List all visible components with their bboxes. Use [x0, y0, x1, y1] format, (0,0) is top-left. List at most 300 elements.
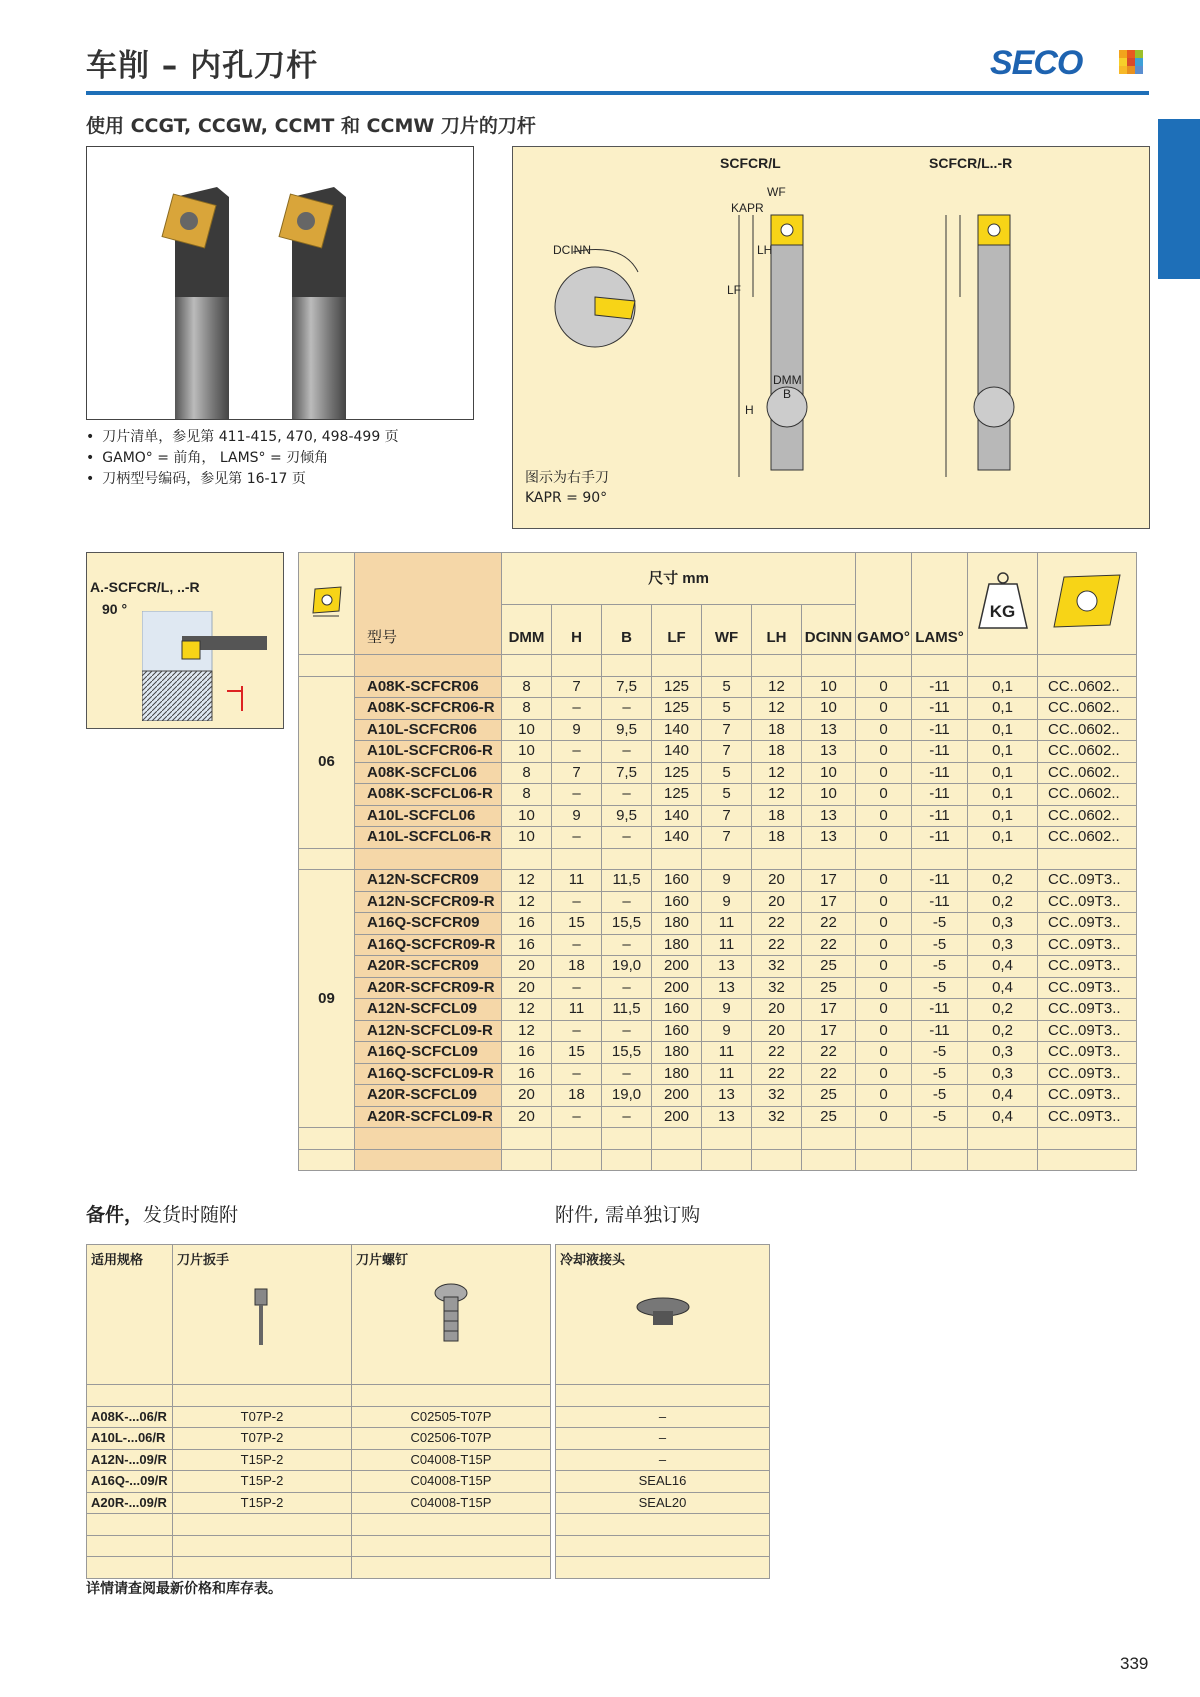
value-cell: – — [552, 1063, 602, 1085]
value-cell: 20 — [502, 956, 552, 978]
value-cell: 125 — [652, 698, 702, 720]
mini-diagram — [86, 552, 284, 729]
value-cell: 10 — [502, 741, 552, 763]
accessory-row — [556, 1492, 770, 1514]
value-cell: 180 — [652, 1042, 702, 1064]
accessory-row — [556, 1449, 770, 1471]
value-cell: 160 — [652, 870, 702, 892]
model-cell: A20R-SCFCL09-R — [355, 1106, 502, 1128]
insert-cell: CC..09T3.. — [1038, 913, 1137, 935]
value-cell: 12 — [752, 784, 802, 806]
insert-diamond-icon — [1052, 571, 1122, 631]
model-cell: A12N-SCFCL09 — [355, 999, 502, 1021]
value-cell: 17 — [802, 999, 856, 1021]
value-cell: -5 — [912, 977, 968, 999]
coolant-cell: SEAL20 — [556, 1492, 770, 1514]
screw-cell: C02506-T07P — [352, 1428, 551, 1450]
value-cell: – — [602, 977, 652, 999]
diagram-b: B — [783, 387, 792, 401]
value-cell: 11 — [702, 1042, 752, 1064]
accessory-row — [556, 1428, 770, 1450]
value-cell: 20 — [752, 870, 802, 892]
value-cell: 0,1 — [968, 719, 1038, 741]
value-cell: -11 — [912, 805, 968, 827]
value-cell: 13 — [802, 827, 856, 849]
value-cell: 19,0 — [602, 956, 652, 978]
value-cell: 22 — [802, 913, 856, 935]
value-cell: 5 — [702, 784, 752, 806]
insert-cell: CC..0602.. — [1038, 805, 1137, 827]
value-cell: 0,1 — [968, 805, 1038, 827]
note-item: • 刀柄型号编码，参见第 16-17 页 — [86, 469, 399, 490]
size-cell: A10L-...06/R — [87, 1428, 173, 1450]
screw-cell: C04008-T15P — [352, 1492, 551, 1514]
insert-cell: CC..0602.. — [1038, 827, 1137, 849]
spare-parts-table — [86, 1244, 551, 1579]
value-cell: 15 — [552, 913, 602, 935]
insert-cell: CC..09T3.. — [1038, 870, 1137, 892]
value-cell: 12 — [752, 762, 802, 784]
value-cell: 10 — [802, 784, 856, 806]
value-cell: 0 — [856, 741, 912, 763]
value-cell: 5 — [702, 698, 752, 720]
value-cell: 160 — [652, 891, 702, 913]
value-cell: 20 — [752, 999, 802, 1021]
value-cell: -5 — [912, 1063, 968, 1085]
col-wf: WF — [702, 605, 752, 655]
table-row — [299, 741, 1137, 763]
product-photo — [86, 146, 474, 420]
value-cell: 0 — [856, 891, 912, 913]
value-cell: 9 — [552, 805, 602, 827]
page-subtitle: 使用 CCGT, CCGW, CCMT 和 CCMW 刀片的刀杆 — [86, 115, 536, 137]
value-cell: -11 — [912, 1020, 968, 1042]
diagram-h: H — [745, 403, 754, 417]
value-cell: – — [552, 741, 602, 763]
value-cell: 17 — [802, 1020, 856, 1042]
insert-cell: CC..0602.. — [1038, 698, 1137, 720]
value-cell: 12 — [502, 999, 552, 1021]
value-cell: 12 — [502, 891, 552, 913]
value-cell: 125 — [652, 676, 702, 698]
size-cell: A16Q-...09/R — [87, 1471, 173, 1493]
model-cell: A10L-SCFCR06-R — [355, 741, 502, 763]
model-header-label: 型号 — [367, 629, 398, 646]
value-cell: 9 — [702, 1020, 752, 1042]
col-h: H — [552, 605, 602, 655]
note-item: • GAMO° = 前角， LAMS° = 刃倾角 — [86, 448, 399, 469]
col-lams: LAMS° — [912, 553, 968, 655]
value-cell: – — [552, 977, 602, 999]
value-cell: – — [602, 827, 652, 849]
header-rule — [86, 91, 1149, 95]
table-row — [299, 977, 1137, 999]
accessory-row — [87, 1471, 551, 1493]
value-cell: 20 — [502, 1106, 552, 1128]
value-cell: 0,1 — [968, 676, 1038, 698]
value-cell: 160 — [652, 999, 702, 1021]
value-cell: 22 — [752, 934, 802, 956]
value-cell: 0 — [856, 1042, 912, 1064]
value-cell: 0 — [856, 956, 912, 978]
value-cell: – — [602, 784, 652, 806]
value-cell: -11 — [912, 719, 968, 741]
value-cell: -5 — [912, 934, 968, 956]
value-cell: 12 — [752, 676, 802, 698]
value-cell: 8 — [502, 762, 552, 784]
value-cell: 20 — [502, 977, 552, 999]
value-cell: 7,5 — [602, 762, 652, 784]
table-row — [299, 805, 1137, 827]
value-cell: 0,3 — [968, 1042, 1038, 1064]
value-cell: -5 — [912, 1085, 968, 1107]
value-cell: 0,4 — [968, 1085, 1038, 1107]
note-item: • 刀片清单，参见第 411-415, 470, 498-499 页 — [86, 427, 399, 448]
insert-size-cell: 09 — [299, 870, 355, 1128]
torx-key-icon — [177, 1271, 347, 1361]
page-number: 339 — [1120, 1654, 1149, 1673]
model-cell: A12N-SCFCR09 — [355, 870, 502, 892]
mini-diagram-angle: 90 ° — [102, 601, 128, 617]
value-cell: 0,3 — [968, 1063, 1038, 1085]
value-cell: 9,5 — [602, 719, 652, 741]
accessory-row — [556, 1471, 770, 1493]
value-cell: 0,4 — [968, 977, 1038, 999]
table-row — [299, 1020, 1137, 1042]
value-cell: 0,1 — [968, 698, 1038, 720]
value-cell: 0,2 — [968, 1020, 1038, 1042]
diagram-dcinn: DCINN — [553, 243, 591, 257]
size-cell: A08K-...06/R — [87, 1406, 173, 1428]
value-cell: -5 — [912, 913, 968, 935]
value-cell: 0,3 — [968, 934, 1038, 956]
spare-parts-title-bold: 备件， — [86, 1204, 144, 1226]
diagram-label-scfcr: SCFCR/L — [720, 155, 781, 171]
value-cell: 13 — [802, 805, 856, 827]
table-row — [299, 913, 1137, 935]
screw-cell: C04008-T15P — [352, 1471, 551, 1493]
value-cell: 9 — [702, 870, 752, 892]
table-row — [299, 956, 1137, 978]
value-cell: 12 — [502, 1020, 552, 1042]
value-cell: – — [552, 934, 602, 956]
value-cell: 11 — [702, 934, 752, 956]
value-cell: 0 — [856, 977, 912, 999]
value-cell: 0 — [856, 1106, 912, 1128]
value-cell: 7 — [702, 719, 752, 741]
value-cell: 7 — [702, 827, 752, 849]
value-cell: 200 — [652, 977, 702, 999]
value-cell: 13 — [702, 1106, 752, 1128]
value-cell: 25 — [802, 1085, 856, 1107]
value-cell: 18 — [552, 956, 602, 978]
value-cell: – — [552, 698, 602, 720]
value-cell: -11 — [912, 870, 968, 892]
accessory-row — [87, 1492, 551, 1514]
model-cell: A12N-SCFCL09-R — [355, 1020, 502, 1042]
value-cell: -11 — [912, 999, 968, 1021]
table-row — [299, 719, 1137, 741]
value-cell: -11 — [912, 784, 968, 806]
table-row — [299, 784, 1137, 806]
size-cell: A12N-...09/R — [87, 1449, 173, 1471]
value-cell: 25 — [802, 1106, 856, 1128]
value-cell: 32 — [752, 977, 802, 999]
value-cell: 8 — [502, 676, 552, 698]
value-cell: 0 — [856, 698, 912, 720]
value-cell: 160 — [652, 1020, 702, 1042]
value-cell: – — [602, 1020, 652, 1042]
value-cell: 0,1 — [968, 827, 1038, 849]
value-cell: 22 — [752, 913, 802, 935]
model-cell: A20R-SCFCR09-R — [355, 977, 502, 999]
value-cell: 140 — [652, 827, 702, 849]
value-cell: – — [602, 934, 652, 956]
diagram-note-right-hand: 图示为右手刀 — [525, 470, 609, 486]
model-cell: A10L-SCFCL06-R — [355, 827, 502, 849]
value-cell: 15 — [552, 1042, 602, 1064]
insert-cell: CC..09T3.. — [1038, 956, 1137, 978]
value-cell: 22 — [802, 1042, 856, 1064]
section-tab-marker — [1158, 119, 1200, 279]
key-cell: T15P-2 — [173, 1471, 352, 1493]
value-cell: 12 — [502, 870, 552, 892]
insert-cell: CC..09T3.. — [1038, 977, 1137, 999]
col-coolant-connector — [556, 1245, 770, 1385]
value-cell: 140 — [652, 741, 702, 763]
value-cell: 11 — [552, 999, 602, 1021]
brand-logo-squares-icon — [1119, 50, 1143, 74]
insert-type-header — [1038, 553, 1137, 655]
value-cell: 0 — [856, 676, 912, 698]
value-cell: -5 — [912, 1042, 968, 1064]
value-cell: 0,1 — [968, 784, 1038, 806]
col-size: 适用规格 — [87, 1245, 173, 1385]
diagram-wf: WF — [767, 185, 786, 199]
col-insert-screw — [352, 1245, 551, 1385]
value-cell: 0,4 — [968, 956, 1038, 978]
coolant-seal-icon — [560, 1271, 765, 1361]
value-cell: 5 — [702, 762, 752, 784]
value-cell: 5 — [702, 676, 752, 698]
value-cell: -11 — [912, 676, 968, 698]
screw-icon — [356, 1271, 546, 1361]
value-cell: 180 — [652, 934, 702, 956]
size-cell: A20R-...09/R — [87, 1492, 173, 1514]
weight-kg-icon — [977, 570, 1029, 632]
value-cell: 18 — [552, 1085, 602, 1107]
key-cell: T15P-2 — [173, 1492, 352, 1514]
value-cell: 11 — [702, 1063, 752, 1085]
coolant-cell: – — [556, 1406, 770, 1428]
value-cell: 7 — [702, 741, 752, 763]
coolant-cell: – — [556, 1449, 770, 1471]
key-cell: T07P-2 — [173, 1428, 352, 1450]
accessory-row — [556, 1406, 770, 1428]
insert-cell: CC..09T3.. — [1038, 1085, 1137, 1107]
value-cell: 13 — [802, 719, 856, 741]
table-row — [299, 762, 1137, 784]
value-cell: -11 — [912, 891, 968, 913]
value-cell: – — [602, 891, 652, 913]
table-row — [299, 1085, 1137, 1107]
value-cell: -11 — [912, 762, 968, 784]
value-cell: 0 — [856, 913, 912, 935]
value-cell: 20 — [752, 891, 802, 913]
value-cell: 7 — [702, 805, 752, 827]
value-cell: 18 — [752, 827, 802, 849]
value-cell: – — [602, 741, 652, 763]
insert-cell: CC..0602.. — [1038, 676, 1137, 698]
value-cell: 25 — [802, 956, 856, 978]
value-cell: 0 — [856, 827, 912, 849]
value-cell: 13 — [702, 1085, 752, 1107]
value-cell: 32 — [752, 1106, 802, 1128]
model-cell: A16Q-SCFCR09 — [355, 913, 502, 935]
table-row — [299, 999, 1137, 1021]
insert-cell: CC..0602.. — [1038, 741, 1137, 763]
value-cell: 32 — [752, 1085, 802, 1107]
insert-shape-icon — [309, 585, 345, 617]
value-cell: 125 — [652, 784, 702, 806]
model-cell: A16Q-SCFCR09-R — [355, 934, 502, 956]
value-cell: 200 — [652, 956, 702, 978]
value-cell: 19,0 — [602, 1085, 652, 1107]
diagram-dmm: DMM — [773, 373, 802, 387]
value-cell: 15,5 — [602, 1042, 652, 1064]
value-cell: 180 — [652, 913, 702, 935]
value-cell: 15,5 — [602, 913, 652, 935]
footnote: 详情请查阅最新价格和库存表。 — [86, 1581, 282, 1597]
value-cell: 7 — [552, 676, 602, 698]
value-cell: 7 — [552, 762, 602, 784]
weight-header — [968, 553, 1038, 655]
value-cell: 10 — [802, 698, 856, 720]
table-row — [299, 1106, 1137, 1128]
value-cell: 8 — [502, 698, 552, 720]
value-cell: 200 — [652, 1106, 702, 1128]
model-cell: A10L-SCFCR06 — [355, 719, 502, 741]
value-cell: – — [602, 1063, 652, 1085]
value-cell: 0,2 — [968, 870, 1038, 892]
value-cell: 140 — [652, 805, 702, 827]
value-cell: 17 — [802, 891, 856, 913]
value-cell: 11,5 — [602, 999, 652, 1021]
value-cell: – — [602, 1106, 652, 1128]
value-cell: 9,5 — [602, 805, 652, 827]
mini-diagram-title: A.-SCFCR/L, ..-R — [90, 579, 200, 595]
col-insert-key — [173, 1245, 352, 1385]
value-cell: -11 — [912, 827, 968, 849]
col-lf: LF — [652, 605, 702, 655]
col-dcinn: DCINN — [802, 605, 856, 655]
value-cell: 0,1 — [968, 741, 1038, 763]
screw-cell: C04008-T15P — [352, 1449, 551, 1471]
value-cell: 0 — [856, 1085, 912, 1107]
value-cell: -5 — [912, 1106, 968, 1128]
table-row — [299, 1042, 1137, 1064]
value-cell: 0 — [856, 805, 912, 827]
insert-cell: CC..09T3.. — [1038, 1042, 1137, 1064]
col-b: B — [602, 605, 652, 655]
value-cell: 200 — [652, 1085, 702, 1107]
col-lh: LH — [752, 605, 802, 655]
value-cell: 0 — [856, 762, 912, 784]
value-cell: 0,4 — [968, 1106, 1038, 1128]
value-cell: 0 — [856, 1063, 912, 1085]
insert-cell: CC..0602.. — [1038, 719, 1137, 741]
value-cell: 10 — [502, 827, 552, 849]
model-cell: A08K-SCFCR06 — [355, 676, 502, 698]
value-cell: 0 — [856, 784, 912, 806]
insert-cell: CC..09T3.. — [1038, 1063, 1137, 1085]
insert-cell: CC..0602.. — [1038, 762, 1137, 784]
value-cell: 0 — [856, 870, 912, 892]
value-cell: 10 — [802, 676, 856, 698]
col-insert-screw-label: 刀片螺钉 — [356, 1253, 409, 1268]
value-cell: 9 — [552, 719, 602, 741]
value-cell: 180 — [652, 1063, 702, 1085]
table-row — [299, 676, 1137, 698]
value-cell: -11 — [912, 698, 968, 720]
insert-cell: CC..09T3.. — [1038, 999, 1137, 1021]
insert-cell: CC..09T3.. — [1038, 934, 1137, 956]
value-cell: 0 — [856, 1020, 912, 1042]
screw-cell: C02505-T07P — [352, 1406, 551, 1428]
value-cell: 0 — [856, 999, 912, 1021]
diagram-lh: LH — [757, 243, 773, 257]
value-cell: 12 — [752, 698, 802, 720]
model-cell: A12N-SCFCR09-R — [355, 891, 502, 913]
value-cell: 0 — [856, 934, 912, 956]
brand-logo: SECO — [990, 44, 1083, 82]
value-cell: 16 — [502, 913, 552, 935]
insert-cell: CC..09T3.. — [1038, 1020, 1137, 1042]
value-cell: 9 — [702, 999, 752, 1021]
value-cell: 17 — [802, 870, 856, 892]
col-coolant-connector-label: 冷却液接头 — [560, 1253, 626, 1268]
coolant-cell: – — [556, 1428, 770, 1450]
model-cell: A16Q-SCFCL09 — [355, 1042, 502, 1064]
diagram-kapr: KAPR — [731, 201, 764, 215]
table-row — [299, 870, 1137, 892]
value-cell: 18 — [752, 805, 802, 827]
value-cell: 16 — [502, 1063, 552, 1085]
value-cell: 32 — [752, 956, 802, 978]
coolant-cell: SEAL16 — [556, 1471, 770, 1493]
table-row — [299, 934, 1137, 956]
col-gamo: GAMO° — [856, 553, 912, 655]
value-cell: 20 — [752, 1020, 802, 1042]
value-cell: 25 — [802, 977, 856, 999]
value-cell: – — [552, 1020, 602, 1042]
insert-cell: CC..09T3.. — [1038, 1106, 1137, 1128]
value-cell: 0,2 — [968, 999, 1038, 1021]
value-cell: 0,3 — [968, 913, 1038, 935]
model-cell: A10L-SCFCL06 — [355, 805, 502, 827]
col-dmm: DMM — [502, 605, 552, 655]
value-cell: 9 — [702, 891, 752, 913]
accessories-title: 附件, 需单独订购 — [555, 1204, 701, 1226]
value-cell: 140 — [652, 719, 702, 741]
value-cell: 0 — [856, 719, 912, 741]
model-cell: A20R-SCFCL09 — [355, 1085, 502, 1107]
table-row — [299, 1063, 1137, 1085]
value-cell: – — [552, 784, 602, 806]
diagram-lf: LF — [727, 283, 742, 297]
value-cell: 18 — [752, 741, 802, 763]
value-cell: 13 — [802, 741, 856, 763]
